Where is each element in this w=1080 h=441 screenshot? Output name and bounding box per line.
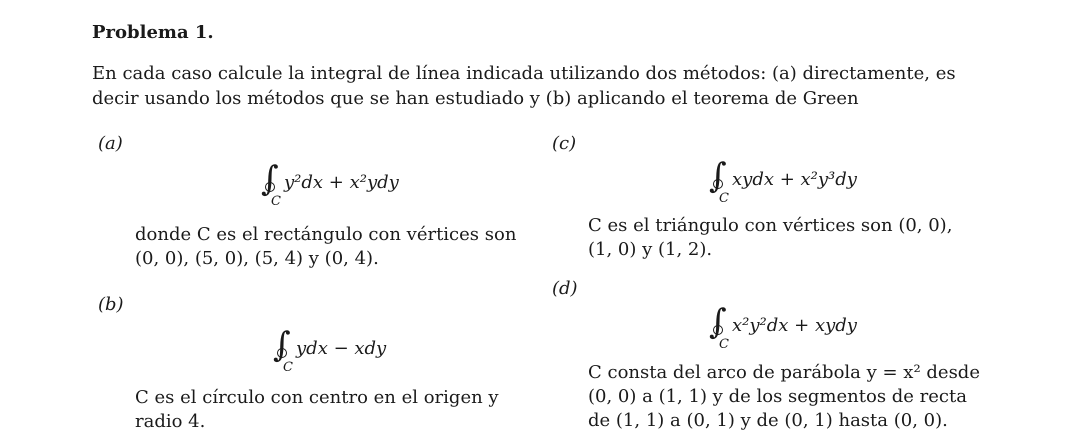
problem-intro: En cada caso calcule la integral de línea indicada utilizando dos métodos: (a) directamente, es decir usando los métodos que se han estudiado y (b) aplicando el teorema de Green [92,63,956,109]
part-d-description: C consta del arco de parábola y = x² desde (0, 0) a (1, 1) y de los segmentos de recta de (1, 1) a (0, 1) y de (0, 1) hasta (0, 0). [588,362,980,431]
part-a-description: donde C es el rectángulo con vértices son (0, 0), (5, 0), (5, 4) y (0, 4). [135,224,517,269]
part-d-label: (d) [552,278,578,299]
part-c-description: C es el triángulo con vértices son (0, 0), (1, 0) y (1, 2). [588,215,953,260]
contour-integral-icon: ∫ C [709,156,729,206]
part-b-description: C es el círculo con centro en el origen y radio 4. [135,387,499,432]
integral-subscript: C [719,337,729,352]
integral-subscript: C [719,191,729,206]
contour-integral-icon: ∫ C [273,325,293,375]
part-d-integral [706,302,857,352]
part-c-label: (c) [552,133,577,154]
contour-integral-icon: ∫ C [709,302,729,352]
integral-subscript: C [271,194,281,209]
integral-expression: x²y²dx + xydy [732,315,857,336]
contour-integral-icon: ∫ C [261,159,281,209]
integral-expression: xydx + x²y³dy [732,169,857,190]
part-b-label: (b) [98,294,124,315]
part-b-integral [270,325,387,375]
integral-expression: ydx − xdy [296,338,387,359]
part-a-label: (a) [98,133,123,154]
part-a-integral [258,159,399,209]
problem-title: Problema 1. [92,22,214,43]
integral-expression: y²dx + x²ydy [284,172,399,193]
integral-subscript: C [283,360,293,375]
part-c-integral [706,156,857,206]
